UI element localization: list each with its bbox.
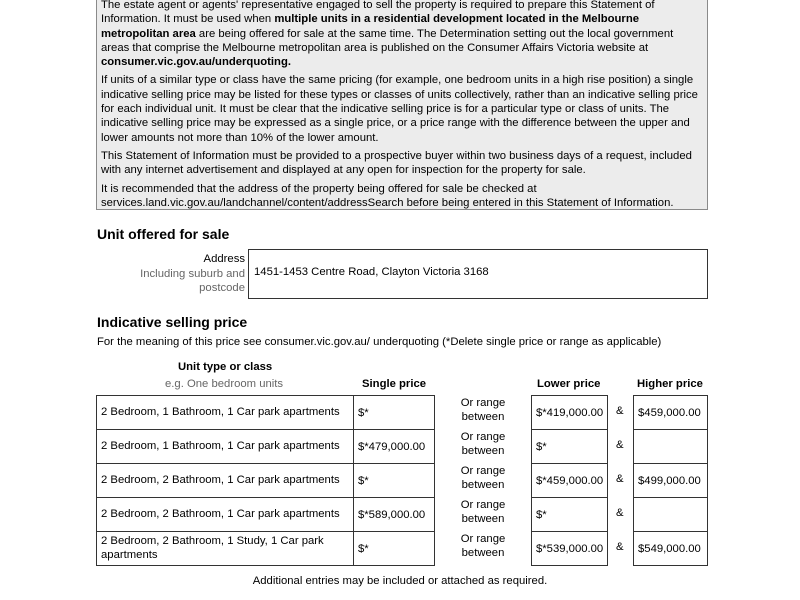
col-header-lower-price: Lower price [537,378,601,390]
unit-type-field[interactable]: 2 Bedroom, 1 Bathroom, 1 Car park apartments [96,395,354,430]
single-price-field[interactable]: $* [353,463,435,498]
or-range-label: Or range between [460,465,506,491]
unit-type-field[interactable]: 2 Bedroom, 2 Bathroom, 1 Car park apartments [96,463,354,498]
or-range-label: Or range between [460,397,506,423]
unit-type-field[interactable]: 2 Bedroom, 2 Bathroom, 1 Study, 1 Car park apartments [96,531,354,566]
col-header-higher-price: Higher price [637,378,703,390]
lower-price-field[interactable]: $*459,000.00 [531,463,608,498]
unit-type-field[interactable]: 2 Bedroom, 2 Bathroom, 1 Car park apartments [96,497,354,532]
col-header-unit-type: Unit type or class [178,361,273,373]
ampersand: & [616,439,624,451]
lower-price-field[interactable]: $* [531,497,608,532]
higher-price-field[interactable]: $459,000.00 [633,395,708,430]
table-row [0,531,800,565]
unit-offered-heading: Unit offered for sale [97,226,230,242]
or-range-label: Or range between [460,533,506,559]
single-price-field[interactable]: $*589,000.00 [353,497,435,532]
unit-type-field[interactable]: 2 Bedroom, 1 Bathroom, 1 Car park apartments [96,429,354,464]
table-row [0,497,800,531]
col-header-unit-example: e.g. One bedroom units [165,378,284,390]
ampersand: & [616,541,624,553]
additional-entries-note: Additional entries may be included or attached as required. [252,575,548,587]
info-paragraph-2: If units of a similar type or class have the same pricing (for example, one bedroom units in a high rise position) a single indicative selling price may be listed for these types or classes of units collectively, rather than an indicative selling price for each individual unit. It must be clear that the indicative selling price is for a particular type or class of units. The indicative selling price may be expressed as a single price, or a price range with the difference between the upper and lower amounts not more than 10% of the lower amount. [101,74,698,144]
col-header-single-price: Single price [362,378,427,390]
indicative-price-heading: Indicative selling price [97,314,248,330]
info-paragraph-4: It is recommended that the address of the property being offered for sale be checked at services.land.vic.gov.au/landchannel/content/addressSearch before being entered in this Statement of Information. [101,182,674,209]
single-price-field[interactable]: $* [353,531,435,566]
info-paragraph-1: The estate agent or agents' representative engaged to sell the property is required to prepare this Statement of Information. It must be used when multiple units in a residential development located in the Melbourne metropolitan area are being offered for sale at the same time. The Determination setting out the local government areas that comprise the Melbourne metropolitan area is published on the Consumer Affairs Victoria website at consumer.vic.gov.au/underquoting. [101,0,674,69]
lower-price-field[interactable]: $*419,000.00 [531,395,608,430]
higher-price-field[interactable] [633,497,708,532]
address-field[interactable]: 1451-1453 Centre Road, Clayton Victoria 3168 [248,249,708,299]
table-row [0,429,800,463]
table-row [0,463,800,497]
higher-price-field[interactable]: $549,000.00 [633,531,708,566]
info-paragraph-3: This Statement of Information must be provided to a prospective buyer within two business days of a request, included with any internet advertisement and displayed at any open for inspection for the property for sale. [101,149,692,177]
table-row [0,395,800,429]
lower-price-field[interactable]: $*539,000.00 [531,531,608,566]
ampersand: & [616,473,624,485]
higher-price-field[interactable]: $499,000.00 [633,463,708,498]
price-meaning-text: For the meaning of this price see consumer.vic.gov.au/ underquoting (*Delete single price or range as applicable) [97,336,662,348]
lower-price-field[interactable]: $* [531,429,608,464]
ampersand: & [616,405,624,417]
single-price-field[interactable]: $*479,000.00 [353,429,435,464]
information-notice-box [96,0,708,210]
ampersand: & [616,507,624,519]
or-range-label: Or range between [460,431,506,457]
address-label: Address Including suburb and postcode [140,253,245,295]
higher-price-field[interactable] [633,429,708,464]
single-price-field[interactable]: $* [353,395,435,430]
or-range-label: Or range between [460,499,506,525]
